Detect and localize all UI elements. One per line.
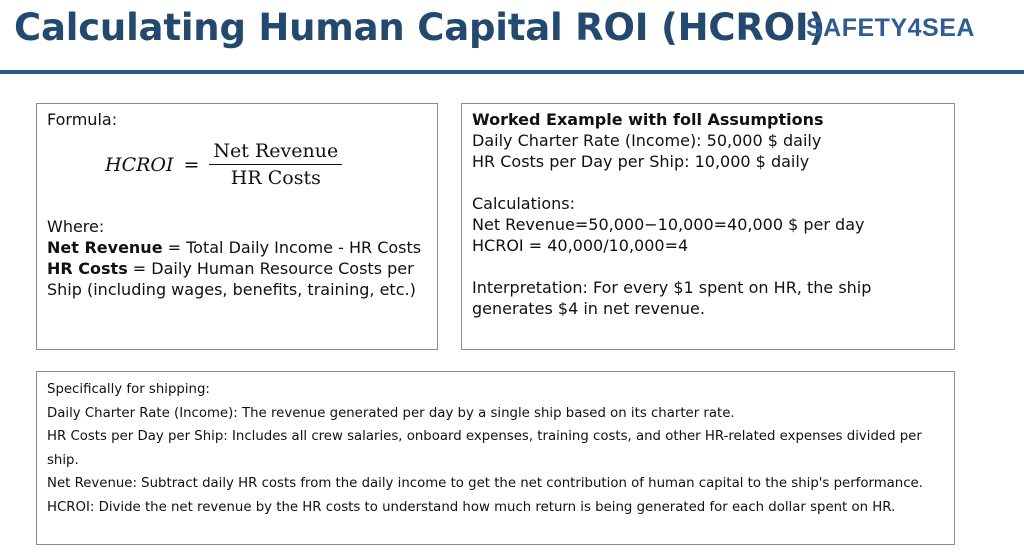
calculation-net-revenue: Net Revenue=50,000−10,000=40,000 $ per day (472, 215, 865, 234)
shipping-note-charter-rate: Daily Charter Rate (Income): The revenue generated per day by a single ship based on its charter rate. (47, 405, 735, 421)
equation-denominator: HR Costs (230, 167, 321, 189)
equation-numerator: Net Revenue (209, 140, 342, 165)
shipping-heading: Specifically for shipping: (47, 382, 210, 397)
assumption-charter-rate: Daily Charter Rate (Income): 50,000 $ daily (472, 131, 822, 150)
formula-label: Formula: (47, 110, 118, 129)
safety4sea-logo: SAFETY4SEA (806, 14, 975, 42)
calculations-label: Calculations: (472, 194, 575, 213)
spacer (472, 256, 944, 277)
definition-text: = Total Daily Income - HR Costs (162, 238, 422, 257)
calculation-hcroi: HCROI = 40,000/10,000=4 (472, 236, 689, 255)
example-title: Worked Example with foll Assumptions (472, 110, 824, 129)
definition-term: Net Revenue (47, 238, 163, 257)
shipping-note-net-revenue: Net Revenue: Subtract daily HR costs from the daily income to get the net contribution of human capital to the ship's performance. (47, 476, 923, 491)
formula-box (36, 103, 438, 350)
shipping-note-hcroi: HCROI: Divide the net revenue by the HR costs to understand how much return is being generated for each dollar spent on HR. (47, 499, 896, 515)
spacer (472, 172, 944, 193)
equation-equals: = (183, 153, 200, 176)
interpretation-text: Interpretation: For every $1 spent on HR, the ship generates $4 in net revenue. (472, 278, 872, 318)
equation-fraction (209, 140, 342, 189)
definition-hr-costs (47, 258, 432, 300)
worked-example-box (461, 103, 955, 350)
definition-net-revenue (47, 237, 432, 258)
hcroi-equation (105, 140, 342, 189)
header-divider (0, 70, 1024, 74)
where-label: Where: (47, 217, 105, 236)
assumption-hr-costs: HR Costs per Day per Ship: 10,000 $ daily (472, 152, 810, 171)
page-title: Calculating Human Capital ROI (HCROI) (14, 6, 826, 49)
shipping-notes-box (36, 371, 955, 545)
shipping-note-hr-costs: HR Costs per Day per Ship: Includes all crew salaries, onboard expenses, training costs, and other HR-related expenses divided per ship. (47, 429, 922, 468)
definition-text: = Daily Human Resource Costs per Ship (including wages, benefits, training, etc.) (47, 259, 416, 299)
where-block (47, 216, 432, 300)
equation-lhs: HCROI (105, 153, 174, 176)
definition-term: HR Costs (47, 259, 128, 278)
